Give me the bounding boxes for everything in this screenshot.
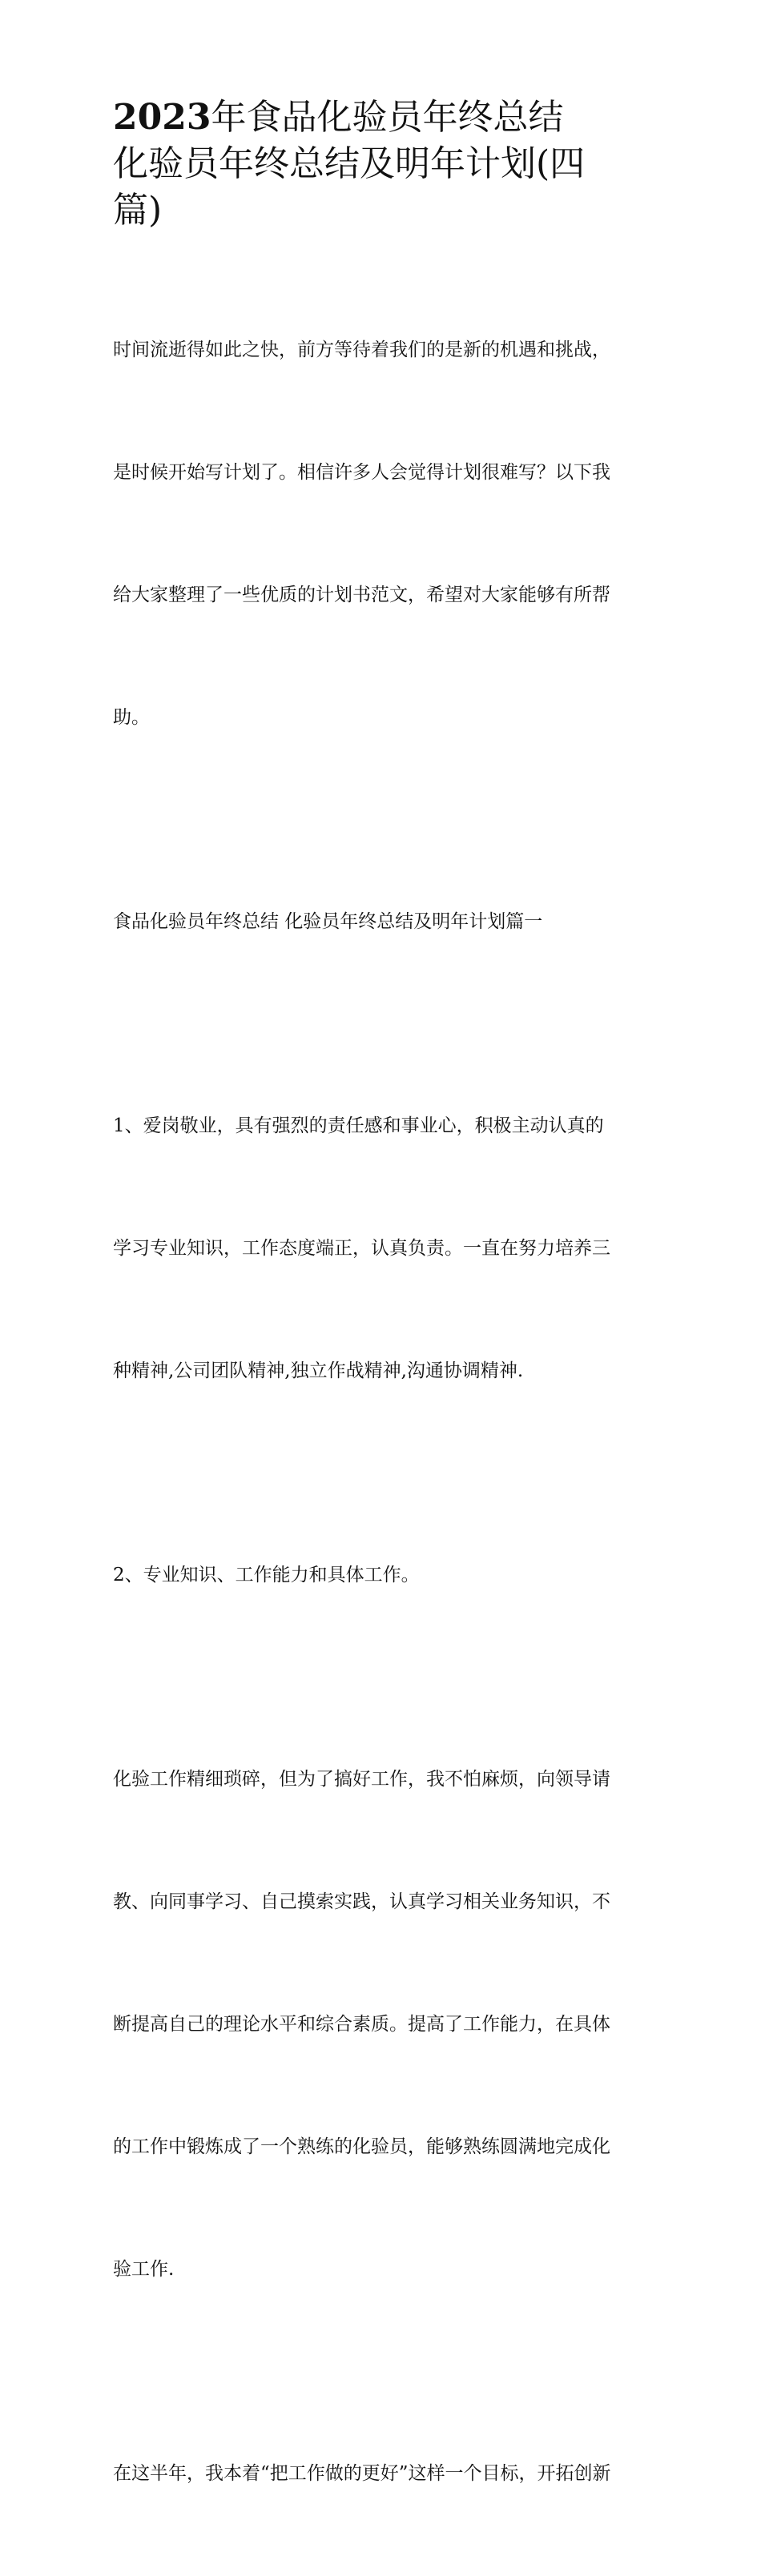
intro-paragraph xyxy=(113,248,651,820)
work-detail-paragraph xyxy=(113,1678,651,2372)
paragraph-line: 1、爱岗敬业，具有强烈的责任感和事业心，积极主动认真的 xyxy=(113,1115,604,1136)
paragraph-line: 2、专业知识、工作能力和具体工作。 xyxy=(113,1565,420,1585)
point-2-paragraph xyxy=(113,1473,651,1678)
point-1-paragraph xyxy=(113,1024,651,1473)
paragraph-line: 化验工作精细琐碎，但为了搞好工作，我不怕麻烦，向领导请 xyxy=(113,1769,610,1790)
paragraph-line: 学习专业知识，工作态度端正，认真负责。一直在努力培养三 xyxy=(113,1238,610,1259)
paragraph-line: 时间流逝得如此之快，前方等待着我们的是新的机遇和挑战， xyxy=(113,340,610,360)
title-year: 2023 xyxy=(113,97,211,138)
paragraph-line: 是时候开始写计划了。相信许多人会觉得计划很难写？以下我 xyxy=(113,462,610,483)
title-line-3: 篇) xyxy=(113,190,163,231)
document-body xyxy=(113,94,651,2576)
paragraph-line: 断提高自己的理论水平和综合素质。提高了工作能力，在具体 xyxy=(113,2014,610,2035)
title-line-1 xyxy=(113,94,651,141)
section-heading-paragraph xyxy=(113,820,651,1024)
half-year-paragraph xyxy=(113,2372,651,2576)
paragraph-line: 的工作中锻炼成了一个熟练的化验员，能够熟练圆满地完成化 xyxy=(113,2136,610,2157)
paragraph-line: 种精神,公司团队精神,独立作战精神,沟通协调精神. xyxy=(113,1360,524,1381)
title-line-2: 化验员年终总结及明年计划(四 xyxy=(113,143,586,184)
paragraph-line: 给大家整理了一些优质的计划书范文，希望对大家能够有所帮 xyxy=(113,585,610,605)
paragraph-line: 验工作. xyxy=(113,2259,175,2280)
paragraph-line: 在这半年，我本着“把工作做的更好”这样一个目标，开拓创新 xyxy=(113,2463,611,2484)
paragraph-line: 助。 xyxy=(113,707,150,728)
paragraph-line: 教、向同事学习、自己摸索实践，认真学习相关业务知识，不 xyxy=(113,1891,610,1912)
section-heading: 食品化验员年终总结 化验员年终总结及明年计划篇一 xyxy=(113,911,543,932)
title-line-1-text: 年食品化验员年终总结 xyxy=(211,97,564,138)
document-title xyxy=(113,94,651,234)
